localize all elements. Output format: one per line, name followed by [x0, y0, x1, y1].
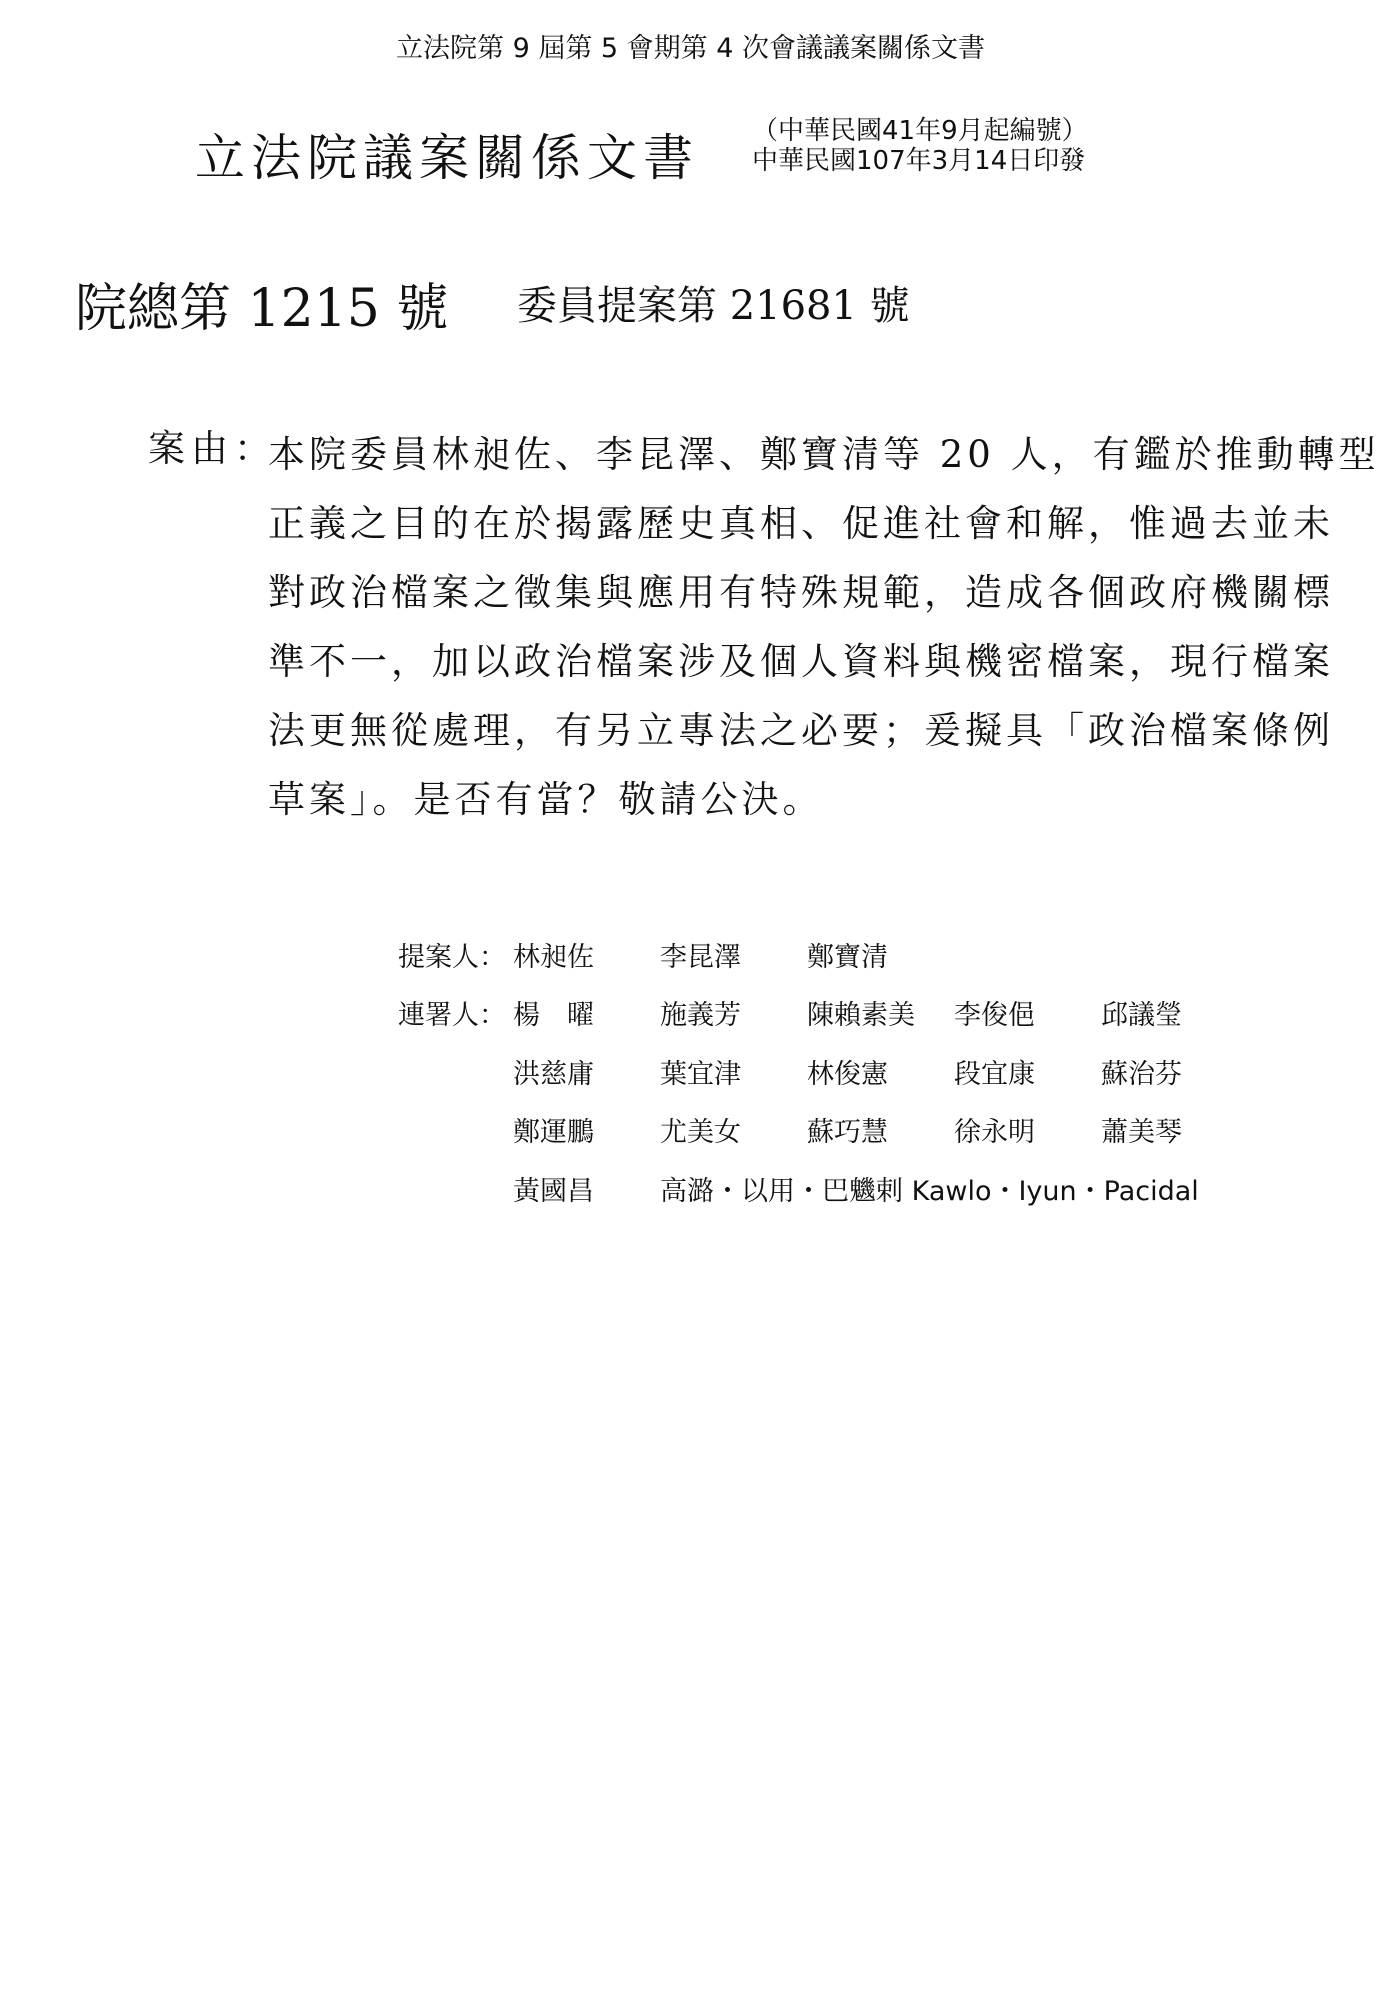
- cosigner-name: 洪慈庸: [513, 1059, 594, 1090]
- reason-line: 本院委員林昶佐、李昆澤、鄭寶清等 20 人，有鑑於推動轉型: [268, 433, 1380, 476]
- proposer-name: 林昶佐: [513, 942, 594, 973]
- reason-line: 對政治檔案之徵集與應用有特殊規範，造成各個政府機關標: [268, 571, 1334, 614]
- cosigner-name: 蘇治芬: [1101, 1059, 1182, 1090]
- series-note-block: [752, 116, 1088, 176]
- cosigner-name: 黃國昌: [513, 1176, 594, 1207]
- proposer-name: 李昆澤: [660, 942, 741, 973]
- reason-text: [268, 420, 1380, 834]
- reason-line: 法更無從處理，有另立專法之必要；爰擬具「政治檔案條例: [268, 709, 1334, 752]
- cosigner-name: 蘇巧慧: [807, 1117, 888, 1148]
- cosigner-name: 李俊俋: [954, 1000, 1035, 1031]
- member-proposal-number: 委員提案第 21681 號: [517, 283, 910, 329]
- cosigner-name: 林俊憲: [807, 1059, 888, 1090]
- running-header: 立法院第 9 屆第 5 會期第 4 次會議議案關係文書: [395, 33, 986, 64]
- reason-line: 準不一，加以政治檔案涉及個人資料與機密檔案，現行檔案: [268, 640, 1334, 683]
- cosigner-name: 楊 曜: [513, 1000, 594, 1031]
- reason-line: 正義之目的在於揭露歷史真相、促進社會和解，惟過去並未: [268, 502, 1334, 545]
- cosigner-name: 施義芳: [660, 1000, 741, 1031]
- series-numbering-note: （中華民國41年9月起編號）: [752, 116, 1088, 146]
- reason-line: 草案」。是否有當？敬請公決。: [268, 778, 824, 821]
- cosigner-name: 邱議瑩: [1101, 1000, 1182, 1031]
- cosigner-name: 高潞・以用・巴魕剌 Kawlo・Iyun・Pacidal: [660, 1176, 1199, 1207]
- cosigner-name: 蕭美琴: [1101, 1117, 1182, 1148]
- general-number: 院總第 1215 號: [75, 279, 449, 339]
- proposer-label: 提案人：: [398, 942, 506, 973]
- cosigner-name: 段宜康: [954, 1059, 1035, 1090]
- cosigner-label: 連署人：: [398, 1000, 506, 1031]
- cosigner-name: 尤美女: [660, 1117, 741, 1148]
- reason-label: 案由：: [148, 427, 277, 470]
- cosigner-name: 葉宜津: [660, 1059, 741, 1090]
- proposer-name: 鄭寶清: [807, 942, 888, 973]
- print-date: 中華民國107年3月14日印發: [752, 146, 1086, 176]
- cosigner-name: 鄭運鵬: [513, 1117, 594, 1148]
- cosigner-name: 陳賴素美: [807, 1000, 915, 1031]
- cosigner-name: 徐永明: [954, 1117, 1035, 1148]
- document-title: 立法院議案關係文書: [195, 129, 699, 187]
